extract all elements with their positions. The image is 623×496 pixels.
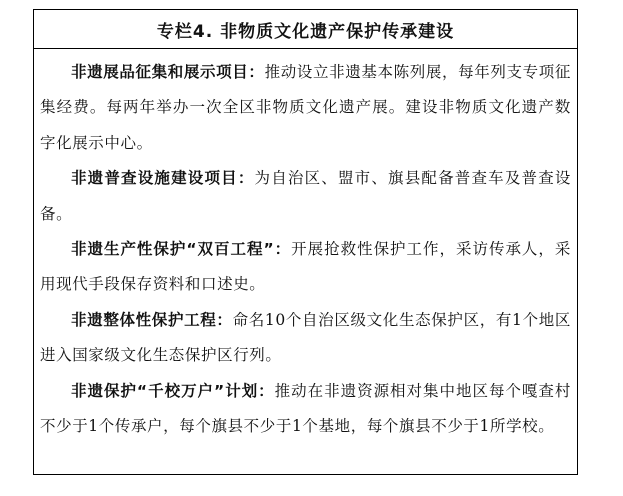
project-item: [40, 55, 571, 161]
box-title: 专栏4. 非物质文化遗产保护传承建设: [34, 10, 577, 49]
project-item: [40, 303, 571, 374]
project-description: 开展抢救性保护工作，采访传承人，采用现代手段保存资料和口述史。: [40, 240, 571, 294]
project-description: 推动设立非遗基本陈列展，每年列支专项征集经费。每两年举办一次全区非物质文化遗产展。建设非物质文化遗产数字化展示中心。: [40, 63, 571, 152]
project-title: 非遗展品征集和展示项目：: [71, 63, 265, 81]
project-description: 为自治区、盟市、旗县配备普查车及普查设备。: [40, 169, 571, 223]
box-content: [34, 49, 577, 444]
project-title: 非遗生产性保护“双百工程”：: [71, 240, 292, 259]
project-item: [40, 374, 571, 445]
project-item: [40, 232, 571, 303]
project-item: [40, 161, 571, 232]
project-description: 命名10个自治区级文化生态保护区，有1个地区进入国家级文化生态保护区行列。: [40, 310, 571, 365]
project-title: 非遗整体性保护工程：: [71, 310, 233, 329]
feature-box: [33, 9, 578, 475]
project-title: 非遗保护“千校万户”计划：: [71, 381, 275, 400]
project-description: 推动在非遗资源相对集中地区每个嘎查村不少于1个传承户，每个旗县不少于1个基地，每个旗县不少于1所学校。: [40, 381, 571, 436]
project-title: 非遗普查设施建设项目：: [71, 169, 255, 188]
